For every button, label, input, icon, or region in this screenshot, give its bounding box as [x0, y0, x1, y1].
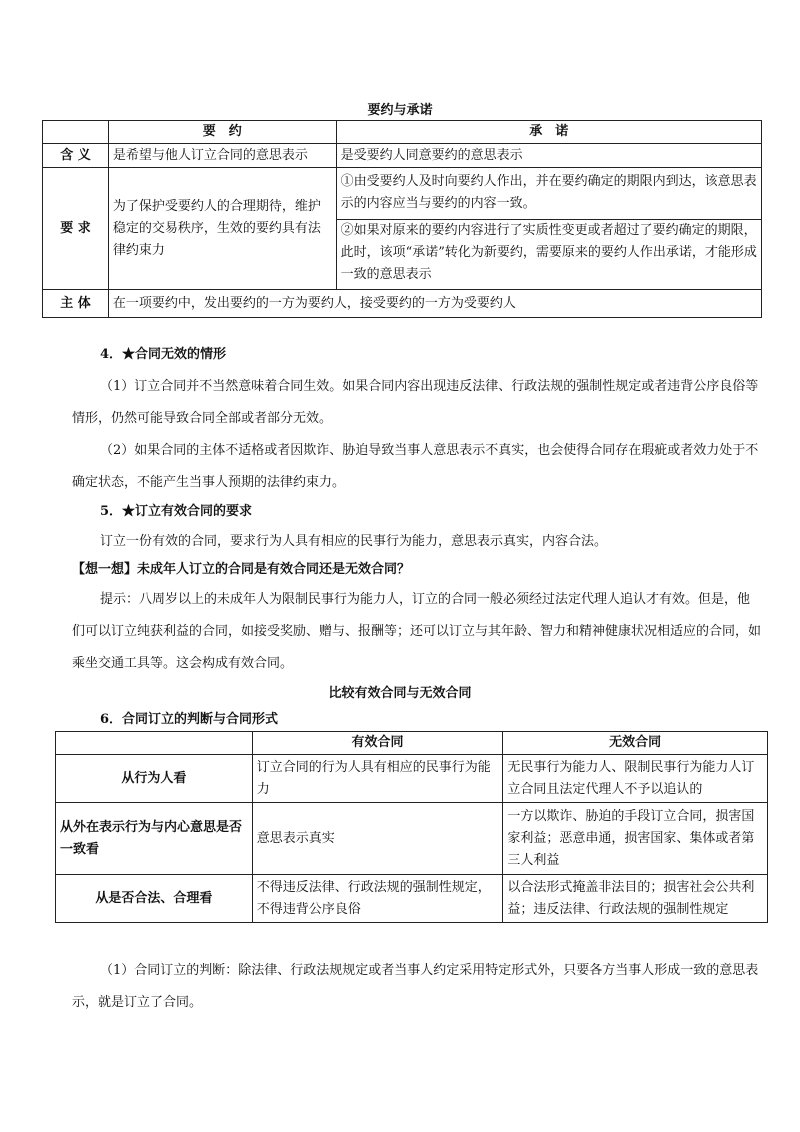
table-row — [43, 168, 762, 290]
row-label-consistency: 从外在表示行为与内心意思是否一致看 — [56, 803, 253, 875]
valid-legality: 不得违反法律、行政法规的强制性规定，不得违背公序良俗 — [252, 875, 503, 923]
header-invalid: 无效合同 — [503, 732, 768, 755]
section6-paragraph-1: （1）合同订立的判断：除法律、行政法规规定或者当事人约定采用特定形式外，只要各方当事人形成一致的意思表示，就是订立了合同。 — [72, 963, 759, 1010]
table-header-row — [43, 121, 762, 144]
section4-paragraph-1: （1）订立合同并不当然意味着合同生效。如果合同内容出现违反法律、行政法规的强制性规定或者违背公序良俗等情形，仍然可能导致合同全部或者部分无效。 — [72, 379, 759, 426]
invalid-consistency: 一方以欺诈、胁迫的手段订立合同，损害国家利益；恶意串通，损害国家、集体或者第三人利益 — [503, 803, 768, 875]
invalid-legality: 以合法形式掩盖非法目的；损害社会公共利益；违反法律、行政法规的强制性规定 — [503, 875, 768, 923]
valid-actor: 订立合同的行为人具有相应的民事行为能力 — [252, 755, 503, 803]
section5-paragraph-1: 订立一份有效的合同，要求行为人具有相应的民事行为能力，意思表示真实，内容合法。 — [100, 534, 608, 549]
header-empty-cell — [43, 121, 109, 144]
acceptance-requirement-1: ①由受要约人及时向要约人作出，并在要约确定的期限内到达，该意思表示的内容应当与要约的内容一致。 — [337, 171, 761, 220]
table-row — [56, 875, 768, 923]
acceptance-requirement-cell — [336, 168, 761, 290]
row-label-meaning: 含 义 — [43, 144, 109, 168]
section4-paragraph-2: （2）如果合同的主体不适格或者因欺诈、胁迫导致当事人意思表示不真实，也会使得合同存在瑕疵或者效力处于不确定状态，不能产生当事人预期的法律约束力。 — [72, 443, 759, 490]
row-label-subject: 主 体 — [43, 290, 109, 318]
section6-heading: 6．合同订立的判断与合同形式 — [100, 712, 279, 727]
section5-heading: 5．★订立有效合同的要求 — [100, 504, 253, 519]
row-label-legality: 从是否合法、合理看 — [56, 875, 253, 923]
offer-meaning: 是希望与他人订立合同的意思表示 — [108, 144, 336, 168]
header-offer: 要 约 — [108, 121, 336, 144]
acceptance-meaning: 是受要约人同意要约的意思表示 — [336, 144, 761, 168]
row-label-actor: 从行为人看 — [56, 755, 253, 803]
think-heading: 【想一想】未成年人订立的合同是有效合同还是无效合同？ — [72, 562, 411, 577]
think-paragraph: 提示：八周岁以上的未成年人为限制民事行为能力人，订立的合同一般必须经过法定代理人追认才有效。但是，他们可以订立纯获利益的合同，如接受奖励、赠与、报酬等；还可以订立与其年龄、智力和精神健康状况相适应的合同，如乘坐交通工具等。这会构成有效合同。 — [72, 592, 762, 671]
invalid-actor: 无民事行为能力人、限制民事行为能力人订立合同且法定代理人不予以追认的 — [503, 755, 768, 803]
header-acceptance: 承 诺 — [336, 121, 761, 144]
valid-invalid-table — [55, 731, 768, 923]
table-header-row — [56, 732, 768, 755]
acceptance-requirement-2: ②如果对原来的要约内容进行了实质性变更或者超过了要约确定的期限，此时，该项“承诺”转化为新要约，需要原来的要约人作出承诺，才能形成一致的意思表示 — [340, 223, 757, 282]
table-row — [43, 290, 762, 318]
table-row — [43, 144, 762, 168]
offer-acceptance-table — [42, 120, 762, 318]
section4-heading: 4．★合同无效的情形 — [100, 347, 227, 362]
subject-description: 在一项要约中，发出要约的一方为要约人，接受要约的一方为受要约人 — [108, 290, 761, 318]
row-label-requirement: 要 求 — [43, 168, 109, 290]
table-row — [56, 803, 768, 875]
table1-title: 要约与承诺 — [367, 103, 433, 118]
table-row — [56, 755, 768, 803]
table2-title: 比较有效合同与无效合同 — [328, 686, 472, 701]
header-empty-cell — [56, 732, 253, 755]
header-valid: 有效合同 — [252, 732, 503, 755]
offer-requirement: 为了保护受要约人的合理期待，维护稳定的交易秩序，生效的要约具有法律约束力 — [108, 168, 336, 290]
valid-consistency: 意思表示真实 — [252, 803, 503, 875]
